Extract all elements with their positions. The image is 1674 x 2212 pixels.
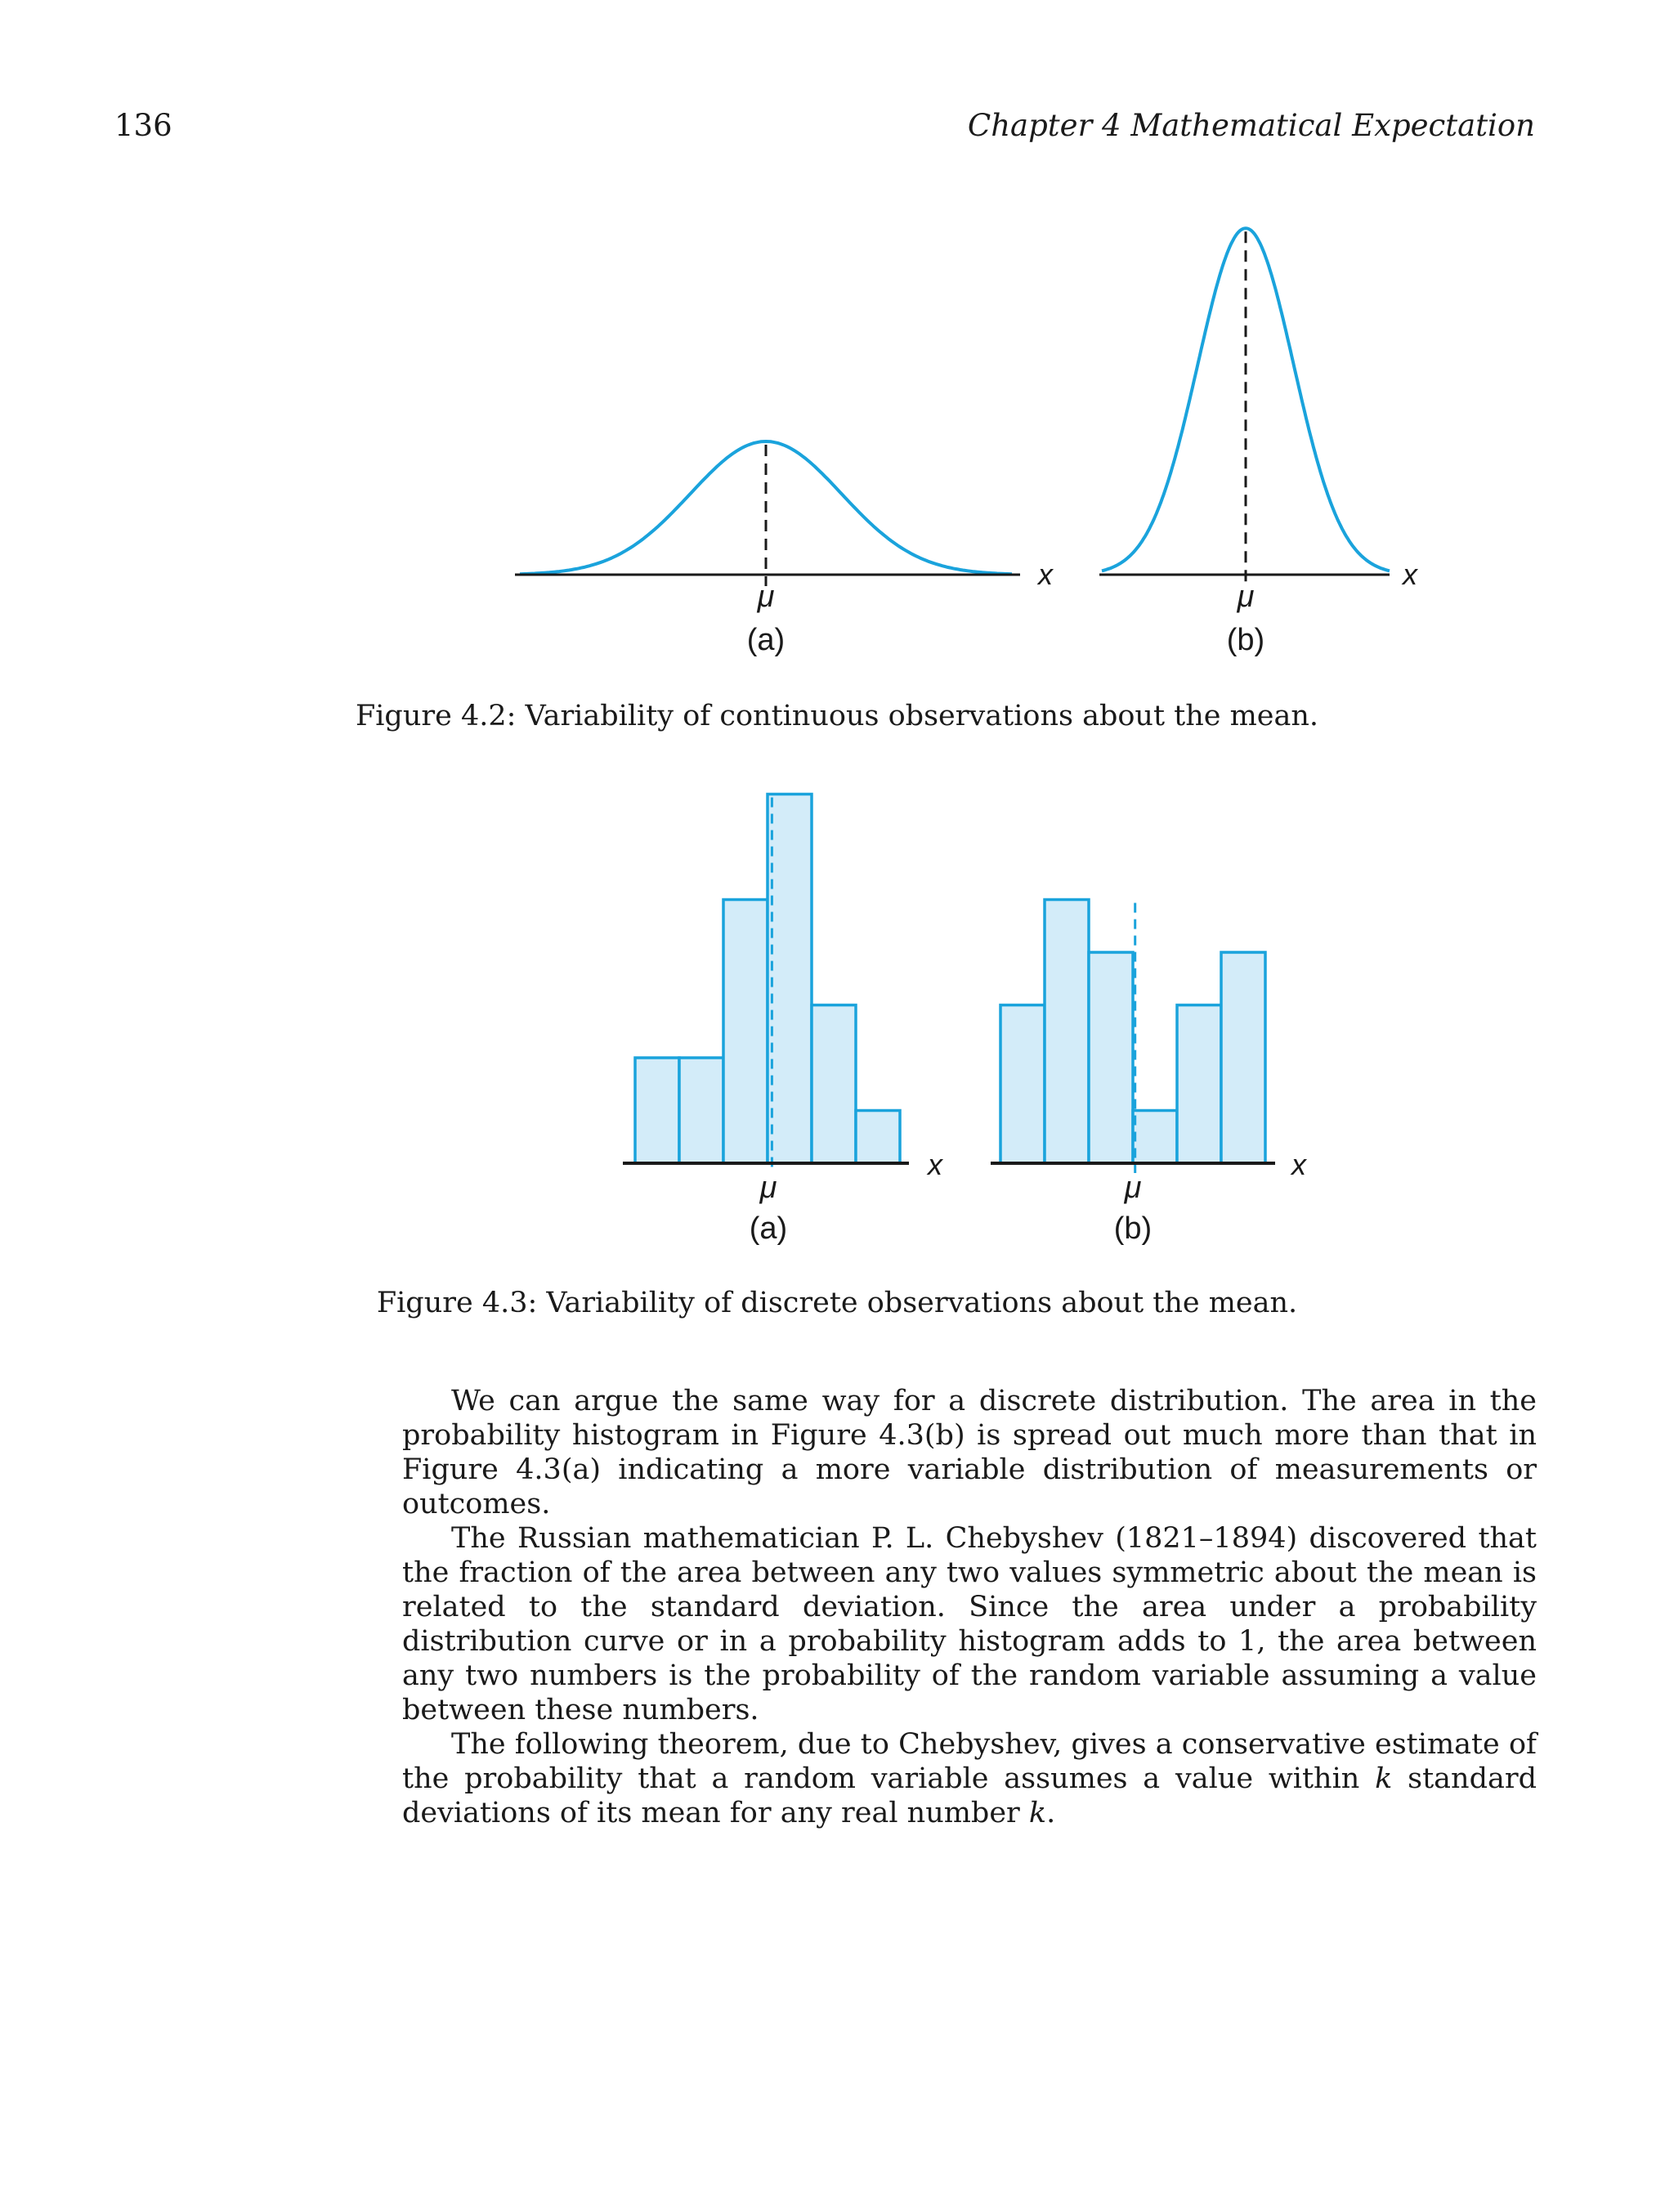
paragraph: The Russian mathematician P. L. Chebyshev (1821–1894) discovered that the fraction of the area between any two values symmetric about the mean is related to the standard deviation. Since the area under a probability distribution curve or in a probability histogram adds to 1, the area between any two numbers is the probability of the random variable assuming a value between these numbers. [402, 1522, 1537, 1726]
paragraph-text: . [1046, 1797, 1056, 1829]
histogram-bar [1089, 952, 1133, 1163]
paragraph [402, 1727, 1537, 1830]
figure-4-2-panel-a [515, 441, 1054, 657]
panel-label: (a) [749, 1211, 788, 1246]
histogram-bar [679, 1058, 723, 1163]
histogram-bar [768, 795, 812, 1164]
paragraph-text: standard deviations of its mean for any real number [402, 1762, 1537, 1829]
mean-symbol: μ [759, 1171, 777, 1205]
panel-label: (b) [1226, 623, 1265, 657]
x-axis-label: x [1403, 557, 1417, 591]
x-axis-label: x [928, 1148, 942, 1181]
panel-label: (a) [746, 623, 786, 657]
mean-symbol: μ [1124, 1171, 1142, 1205]
figure-4-3-caption: Figure 4.3: Variability of discrete observations about the mean. [376, 1287, 1298, 1319]
histogram-bar [723, 900, 768, 1164]
figure-4-2-panel-b [1099, 228, 1419, 657]
x-axis-label: x [1291, 1148, 1306, 1181]
histogram-bar [1133, 1111, 1177, 1164]
body-text [402, 1384, 1537, 1830]
histogram-bar [1045, 900, 1089, 1164]
histogram-bar [1177, 1005, 1221, 1164]
panel-label: (b) [1113, 1211, 1153, 1246]
figure-4-3-panel-a [623, 795, 944, 1247]
figure-4-3-panel-b [991, 900, 1308, 1247]
paragraph-text: The following theorem, due to Chebyshev, gives a conservative estimate of the probability that a random variable assumes a value within [402, 1728, 1537, 1795]
histogram-bar [812, 1005, 856, 1164]
x-axis-label: x [1038, 557, 1053, 591]
mean-symbol: μ [1237, 580, 1255, 614]
figure-4-2-caption: Figure 4.2: Variability of continuous observations about the mean. [355, 700, 1319, 732]
histogram-bar [635, 1058, 679, 1163]
histogram-bar [856, 1111, 900, 1164]
page-number: 136 [114, 108, 172, 143]
paragraph: We can argue the same way for a discrete distribution. The area in the probability histogram in Figure 4.3(b) is spread out much more than that in Figure 4.3(a) indicating a more variable distribution of measurements or outcomes. [402, 1385, 1537, 1520]
mean-symbol: μ [757, 580, 775, 614]
variable-k: k [1028, 1797, 1047, 1829]
histogram-bar [1000, 1005, 1045, 1164]
variable-k: k [1375, 1762, 1393, 1795]
figure-4-2 [0, 196, 1674, 657]
figure-4-3 [0, 777, 1674, 1259]
histogram-bar [1221, 952, 1265, 1163]
running-head: Chapter 4 Mathematical Expectation [967, 108, 1535, 143]
